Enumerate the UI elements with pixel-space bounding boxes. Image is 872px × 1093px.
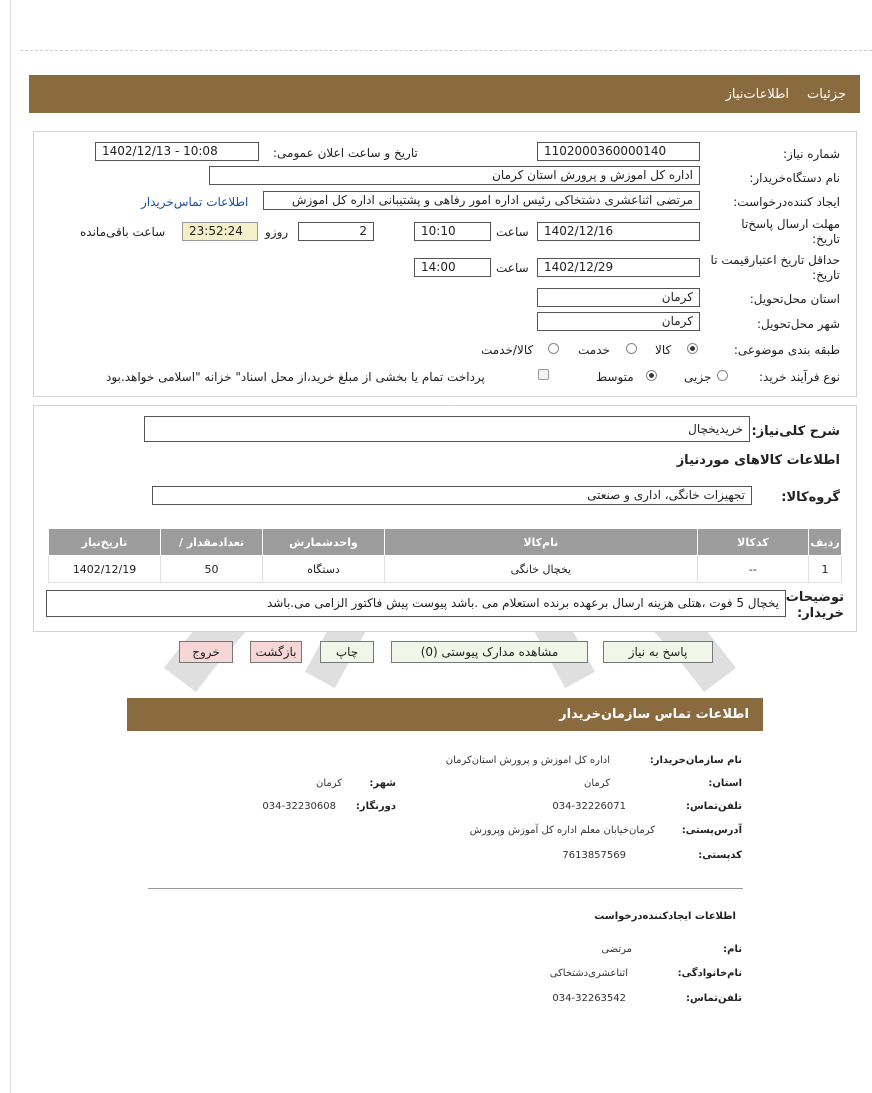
- table-row: [49, 556, 842, 583]
- treasury-payment-checkbox[interactable]: [538, 369, 549, 380]
- remaining-timer: 23:52:24: [182, 222, 258, 241]
- page-header: [29, 75, 860, 113]
- buyer-notes-field: یخچال 5 فوت ،هتلی هزینه ارسال برعهده برنده استعلام می .باشد پیوست پیش فاکتور الزامی می.باشد: [46, 590, 786, 617]
- deadline-label: مهلت ارسال پاسخ‌تا تاریخ:: [741, 217, 840, 246]
- process-partial-radio[interactable]: [717, 370, 728, 381]
- org-value: اداره کل اموزش و پرورش استان‌کرمان: [445, 755, 610, 766]
- cell-row: 1: [809, 556, 842, 583]
- goods-info-title: اطلاعات کالاهای موردنیاز: [676, 453, 840, 468]
- postal-value: 7613857569: [562, 850, 626, 861]
- process-label: نوع فرآیند خرید:: [759, 370, 840, 384]
- category-goods-radio[interactable]: [687, 343, 698, 354]
- top-divider: [20, 50, 872, 51]
- cell-code: --: [697, 556, 808, 583]
- description-label: شرح کلی‌نیاز:: [751, 424, 840, 439]
- creator-name-label: نام:: [723, 944, 742, 955]
- left-border: [10, 0, 11, 1093]
- col-code: کدکالا: [697, 529, 808, 556]
- remaining-label: ساعت باقی‌مانده: [80, 225, 166, 239]
- creator-family-value: اثناعشری‌دشتخاکی: [549, 968, 628, 979]
- validity-time-label: ساعت: [496, 261, 529, 275]
- contact-phone-label: تلفن‌تماس:: [685, 801, 742, 812]
- cell-quantity: 50: [161, 556, 263, 583]
- process-partial-label: جزیی: [684, 370, 712, 384]
- creator-name-value: مرتضی: [601, 944, 632, 955]
- creator-family-label: نام‌خانوادگی:: [677, 968, 742, 979]
- creator-phone-label: تلفن‌تماس:: [685, 993, 742, 1004]
- contact-phone-value: 034-32226071: [552, 801, 626, 812]
- need-number-label: شماره نیاز:: [783, 147, 840, 161]
- deadline-time-label: ساعت: [496, 225, 529, 239]
- process-medium-radio[interactable]: [646, 370, 657, 381]
- city-field: کرمان: [537, 312, 700, 331]
- exit-button[interactable]: خروج: [179, 641, 233, 663]
- goods-table-header: [49, 529, 842, 556]
- contact-city-label: شهر:: [369, 778, 396, 789]
- col-row: ردیف: [809, 529, 842, 556]
- cell-date: 1402/12/19: [49, 556, 161, 583]
- contact-province-value: کرمان: [583, 778, 610, 789]
- address-label: آدرس‌پستی:: [681, 825, 742, 836]
- category-both-label: کالا/خدمت: [481, 343, 534, 357]
- reply-button[interactable]: پاسخ به نیاز: [603, 641, 713, 663]
- postal-label: کدپستی:: [698, 850, 742, 861]
- goods-group-field: تجهیزات خانگی، اداری و صنعتی: [152, 486, 752, 505]
- org-label: نام سازمان‌خریدار:: [649, 755, 742, 766]
- buyer-contact-link[interactable]: اطلاعات تماس‌خریدار: [141, 195, 249, 209]
- col-unit: واحدشمارش: [263, 529, 385, 556]
- validity-date-field: 1402/12/29: [537, 258, 700, 277]
- province-label: استان محل‌تحویل:: [749, 292, 840, 306]
- validity-time-field: 14:00: [414, 258, 491, 277]
- creator-field: مرتضی اثناعشری دشتخاکی رئیس اداره امور رفاهی و پشتیبانی اداره کل اموزش: [263, 191, 700, 210]
- description-field: خریدیخچال: [144, 416, 750, 442]
- col-quantity: تعدادمقدار /: [161, 529, 263, 556]
- col-name: نام‌کالا: [384, 529, 697, 556]
- announce-label: تاریخ و ساعت اعلان عمومی:: [273, 146, 418, 160]
- contact-province-label: استان:: [708, 778, 742, 789]
- category-label: طبقه بندی موضوعی:: [733, 343, 840, 357]
- cell-name: یخچال خانگی: [384, 556, 697, 583]
- back-button[interactable]: بازگشت: [250, 641, 302, 663]
- address-value: کرمان‌خیابان معلم اداره کل آموزش وپرورش: [469, 825, 655, 836]
- need-number-field: 1102000360000140: [537, 142, 700, 161]
- days-field: 2: [298, 222, 374, 241]
- category-service-label: خدمت: [578, 343, 610, 357]
- category-both-radio[interactable]: [548, 343, 559, 354]
- process-medium-label: متوسط: [596, 370, 634, 384]
- city-label: شهر محل‌تحویل:: [756, 317, 840, 331]
- contact-divider: [148, 888, 743, 889]
- buyer-label: نام دستگاه‌خریدار:: [749, 171, 840, 185]
- buyer-notes-label: توضیحات خریدار:: [785, 590, 844, 621]
- tab-details[interactable]: جزئیات: [807, 86, 846, 102]
- deadline-date-field: 1402/12/16: [537, 222, 700, 241]
- treasury-payment-label: پرداخت تمام یا بخشی از مبلغ خرید،از محل اسناد" خزانه "اسلامی خواهد.بود: [106, 370, 485, 384]
- category-goods-label: کالا: [655, 343, 672, 357]
- province-field: کرمان: [537, 288, 700, 307]
- creator-info-title: اطلاعات ایجادکننده‌درخواست: [594, 911, 736, 922]
- buyer-field: اداره کل اموزش و پرورش استان کرمان: [209, 166, 700, 185]
- creator-label: ایجاد کننده‌درخواست:: [733, 195, 840, 209]
- fax-label: دورنگار:: [355, 801, 396, 812]
- contact-section-header: اطلاعات تماس سازمان‌خریدار: [127, 698, 763, 731]
- days-label: روزو: [265, 225, 289, 239]
- contact-city-value: کرمان: [315, 778, 342, 789]
- col-date: تاریخ‌نیاز: [49, 529, 161, 556]
- validity-label: حداقل تاریخ اعتبار‌قیمت تا تاریخ:: [710, 253, 840, 282]
- goods-group-label: گروه‌کالا:: [781, 490, 840, 505]
- goods-table: [48, 528, 842, 583]
- creator-phone-value: 034-32263542: [552, 993, 626, 1004]
- fax-value: 034-32230608: [262, 801, 336, 812]
- tab-need-info[interactable]: اطلاعات‌نیاز: [725, 86, 790, 102]
- attachments-button[interactable]: مشاهده مدارک پیوستی (0): [391, 641, 588, 663]
- announce-field: 1402/12/13 - 10:08: [95, 142, 259, 161]
- cell-unit: دستگاه: [263, 556, 385, 583]
- deadline-time-field: 10:10: [414, 222, 491, 241]
- category-service-radio[interactable]: [626, 343, 637, 354]
- print-button[interactable]: چاپ: [320, 641, 374, 663]
